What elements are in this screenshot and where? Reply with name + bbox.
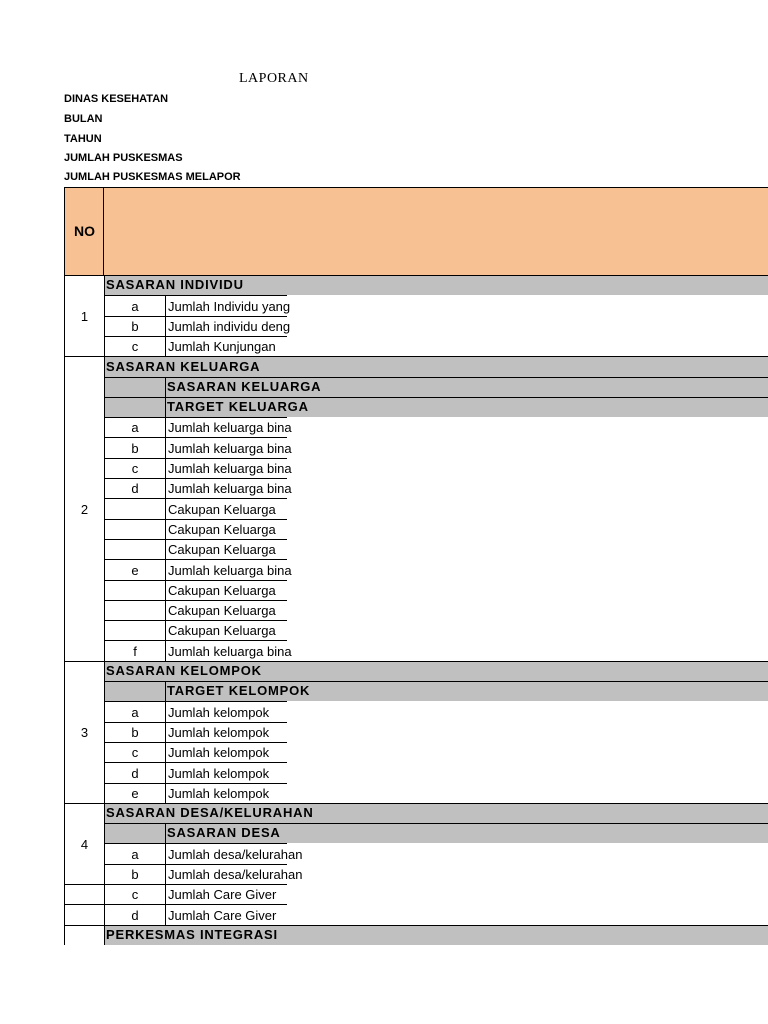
item-letter <box>104 600 165 620</box>
table-bottom-edge <box>64 945 287 946</box>
section-title: SASARAN KELUARGA <box>106 359 261 374</box>
item-description: Cakupan Keluarga <box>165 580 287 600</box>
group-number-blank <box>64 884 104 904</box>
item-description: Jumlah Care Giver <box>165 884 287 904</box>
meta-tahun: TAHUN <box>64 133 102 145</box>
item-description: Jumlah keluarga bina <box>165 559 287 580</box>
item-description: Jumlah kelompok <box>165 722 287 742</box>
item-letter: b <box>104 437 165 458</box>
item-letter: a <box>104 843 165 864</box>
section-title: PERKESMAS INTEGRASI <box>106 927 278 942</box>
item-description: Jumlah Kunjungan <box>165 336 287 356</box>
item-description: Jumlah kelompok <box>165 783 287 803</box>
report-title: LAPORAN <box>239 71 309 86</box>
item-description: Jumlah desa/kelurahan <box>165 864 287 884</box>
item-description: Jumlah Care Giver <box>165 904 287 925</box>
item-description: Jumlah kelompok <box>165 742 287 762</box>
item-description: Cakupan Keluarga <box>165 620 287 640</box>
group-number-blank <box>64 925 104 945</box>
item-letter <box>104 539 165 559</box>
group-number: 2 <box>64 356 104 661</box>
item-letter: c <box>104 884 165 904</box>
meta-jumlah-puskesmas: JUMLAH PUSKESMAS <box>64 152 183 164</box>
item-description: Cakupan Keluarga <box>165 519 287 539</box>
item-description: Jumlah keluarga bina <box>165 478 287 498</box>
item-description: Jumlah Individu yang <box>165 295 287 316</box>
item-letter <box>104 498 165 519</box>
section-title: SASARAN KELOMPOK <box>106 663 262 678</box>
item-description: Cakupan Keluarga <box>165 539 287 559</box>
item-letter: a <box>104 295 165 316</box>
item-letter: c <box>104 742 165 762</box>
item-letter: e <box>104 559 165 580</box>
item-letter <box>104 620 165 640</box>
subsection-title: TARGET KELUARGA <box>167 399 309 414</box>
subsection-title: SASARAN KELUARGA <box>167 379 322 394</box>
section-title: SASARAN INDIVIDU <box>106 277 244 292</box>
subsection-blank-cell <box>104 377 165 397</box>
item-letter: c <box>104 336 165 356</box>
item-letter: d <box>104 762 165 783</box>
subsection-blank-cell <box>104 681 165 701</box>
item-letter <box>104 580 165 600</box>
subsection-blank-cell <box>104 397 165 417</box>
item-description: Jumlah desa/kelurahan <box>165 843 287 864</box>
header-no: NO <box>64 187 104 275</box>
item-letter <box>104 519 165 539</box>
item-description: Jumlah keluarga bina <box>165 417 287 437</box>
group-number: 4 <box>64 803 104 884</box>
meta-dinas-kesehatan: DINAS KESEHATAN <box>64 93 169 105</box>
item-letter: b <box>104 864 165 884</box>
item-letter: e <box>104 783 165 803</box>
item-letter: b <box>104 722 165 742</box>
item-description: Jumlah individu deng <box>165 316 287 336</box>
group-number: 1 <box>64 275 104 356</box>
item-letter: f <box>104 640 165 661</box>
item-letter: d <box>104 904 165 925</box>
item-description: Jumlah keluarga bina <box>165 458 287 478</box>
meta-bulan: BULAN <box>64 113 103 125</box>
item-description: Jumlah kelompok <box>165 701 287 722</box>
item-letter: d <box>104 478 165 498</box>
subsection-title: TARGET KELOMPOK <box>167 683 311 698</box>
item-letter: b <box>104 316 165 336</box>
item-letter: a <box>104 701 165 722</box>
item-description: Jumlah keluarga bina <box>165 437 287 458</box>
item-description: Cakupan Keluarga <box>165 498 287 519</box>
group-number: 3 <box>64 661 104 803</box>
item-letter: c <box>104 458 165 478</box>
item-description: Cakupan Keluarga <box>165 600 287 620</box>
header-fill <box>103 187 768 275</box>
item-description: Jumlah kelompok <box>165 762 287 783</box>
subsection-blank-cell <box>104 823 165 843</box>
group-number-blank <box>64 904 104 925</box>
item-letter: a <box>104 417 165 437</box>
meta-jumlah-puskesmas-melapor: JUMLAH PUSKESMAS MELAPOR <box>64 171 241 183</box>
section-title: SASARAN DESA/KELURAHAN <box>106 805 314 820</box>
subsection-title: SASARAN DESA <box>167 825 281 840</box>
item-description: Jumlah keluarga bina <box>165 640 287 661</box>
